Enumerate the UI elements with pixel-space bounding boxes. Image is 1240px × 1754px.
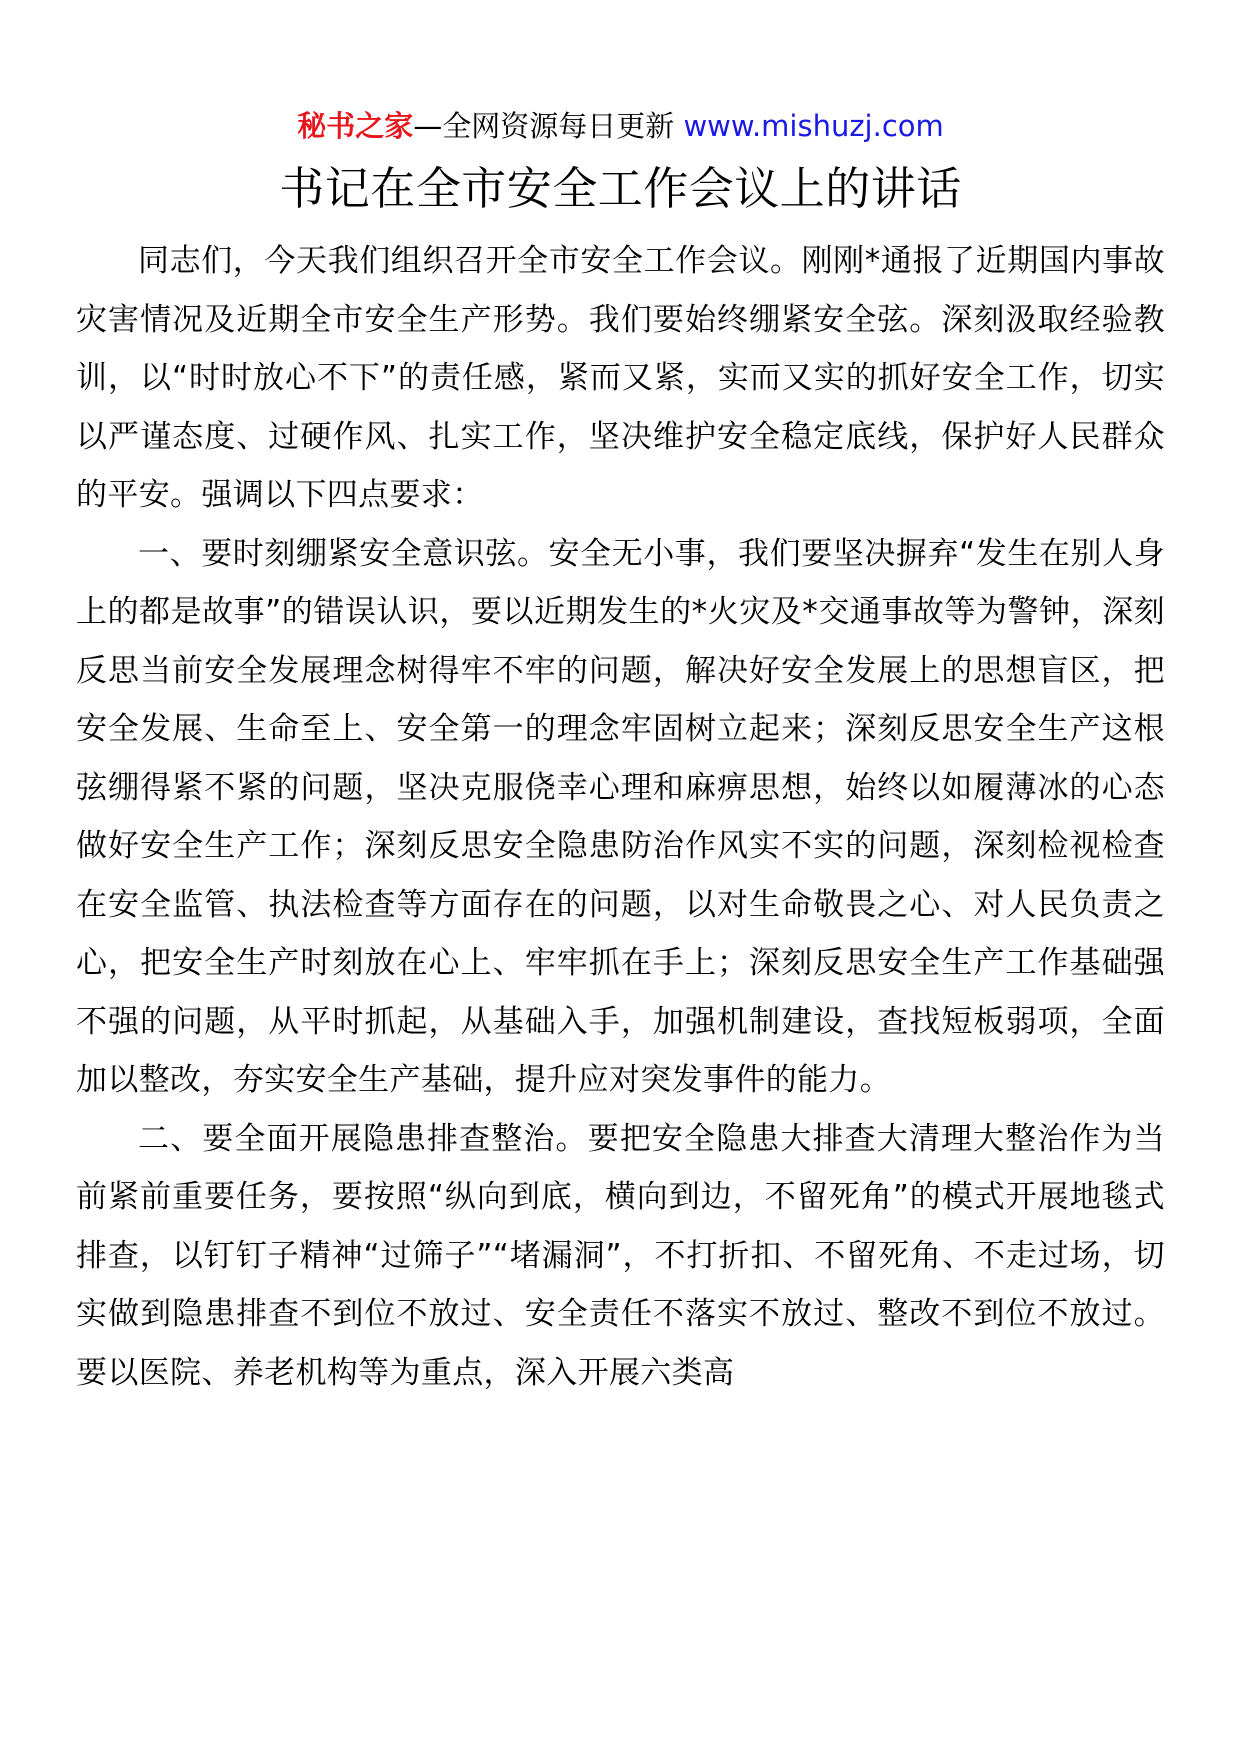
paragraph-point-one: 一、要时刻绷紧安全意识弦。安全无小事，我们要坚决摒弃“发生在别人身上的都是故事”的错误认识，要以近期发生的*火灾及*交通事故等为警钟，深刻反思当前安全发展理念树得牢不牢的问题，解决好安全发展上的思想盲区，把安全发展、生命至上、安全第一的理念牢固树立起来；深刻反思安全生产这根弦绷得紧不紧的问题，坚决克服侥幸心理和麻痹思想，始终以如履薄冰的心态做好安全生产工作；深刻反思安全隐患防治作风实不实的问题，深刻检视检查在安全监管、执法检查等方面存在的问题，以对生命敬畏之心、对人民负责之心，把安全生产时刻放在心上、牢牢抓在手上；深刻反思安全生产工作基础强不强的问题，从平时抓起，从基础入手，加强机制建设，查找短板弱项，全面加以整改，夯实安全生产基础，提升应对突发事件的能力。 — [76, 535, 1165, 1098]
header-tagline: —全网资源每日更新 — [413, 109, 675, 143]
paragraph-point-two: 二、要全面开展隐患排查整治。要把安全隐患大排查大清理大整治作为当前紧前重要任务，要按照“纵向到底，横向到边，不留死角”的模式开展地毯式排查，以钉钉子精神“过筛子”“堵漏洞”，不打折扣、不留死角、不走过场，切实做到隐患排查不到位不放过、安全责任不落实不放过、整改不到位不放过。要以医院、养老机构等为重点，深入开展六类高 — [76, 1120, 1165, 1391]
paragraph-intro: 同志们，今天我们组织召开全市安全工作会议。刚刚*通报了近期国内事故灾害情况及近期全市安全生产形势。我们要始终绷紧安全弦。深刻汲取经验教训，以“时时放心不下”的责任感，紧而又紧，实而又实的抓好安全工作，切实以严谨态度、过硬作风、扎实工作，坚决维护安全稳定底线，保护好人民群众的平安。强调以下四点要求： — [76, 243, 1165, 513]
site-url-link[interactable]: www.mishuzj.com — [683, 109, 944, 143]
document-title: 书记在全市安全工作会议上的讲话 — [279, 162, 962, 215]
document-body — [76, 232, 1165, 1402]
brand-name: 秘书之家 — [297, 109, 414, 143]
site-header — [76, 100, 1165, 152]
